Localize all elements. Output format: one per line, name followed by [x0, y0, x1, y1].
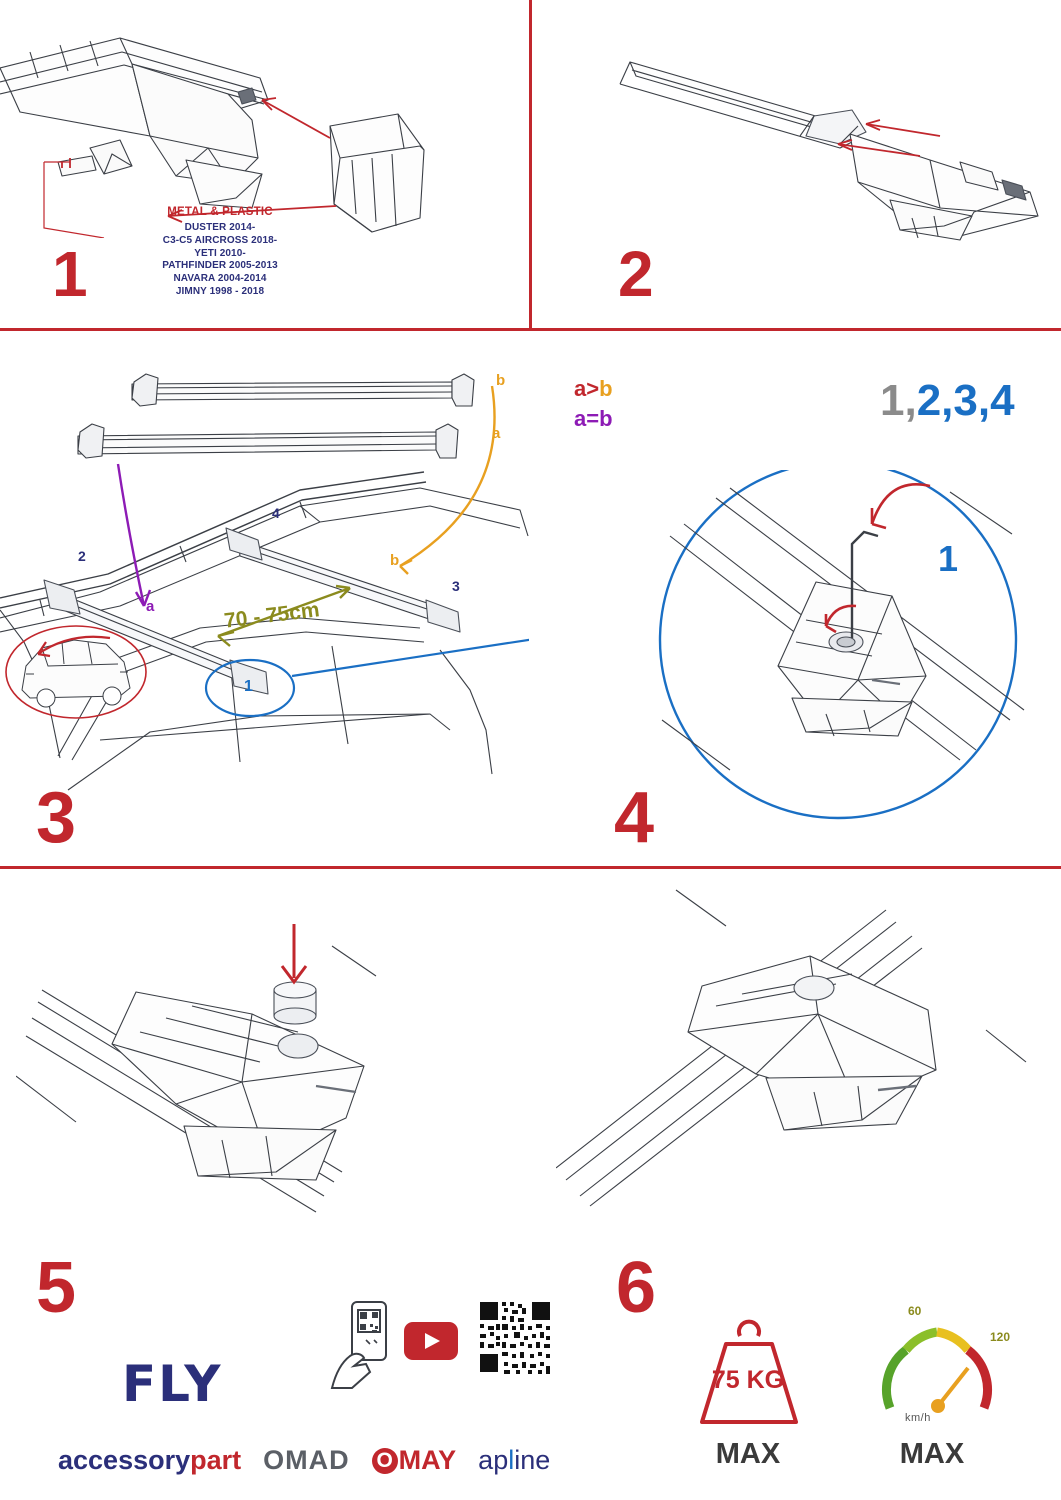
max-load-value: 75 KG: [711, 1366, 785, 1394]
gauge-unit: km/h: [905, 1412, 931, 1424]
panel4-drawing: [620, 470, 1050, 830]
gauge-max-tick: 120: [990, 1330, 1011, 1344]
brand-apline: [478, 1445, 550, 1476]
brand-omay: [372, 1445, 457, 1476]
compare-line-2: [574, 404, 613, 434]
brand-accessorypart: [58, 1445, 241, 1476]
max-load-caption: MAX: [715, 1438, 781, 1470]
panel4-callout-number: 1: [938, 538, 959, 579]
panel3-distance-label: 70 - 75cm: [222, 598, 321, 633]
panel6-drawing: [556, 880, 1046, 1210]
brand-apline-l: l: [508, 1444, 515, 1475]
panel5-drawing: [16, 886, 516, 1216]
step-number-6: 6: [616, 1248, 657, 1328]
mount-number-2: 2: [78, 548, 86, 564]
panel4-sequence-label: [880, 376, 1015, 426]
mount-number-3: 3: [452, 578, 460, 594]
youtube-icon[interactable]: [404, 1322, 458, 1360]
vehicle-item: C3-C5 AIRCROSS 2018-: [162, 234, 278, 246]
bar-label-b-top: b: [496, 372, 506, 389]
panel1-vehicle-list: [100, 222, 340, 299]
panel2-drawing: [600, 40, 1050, 250]
brand-omad: OMAD: [263, 1444, 350, 1475]
compare-operator-eq: =: [586, 405, 600, 431]
step-number-5: 5: [36, 1248, 77, 1328]
step-number-4: 4: [614, 778, 655, 858]
compare-operator-gt: >: [586, 376, 600, 401]
brand-omay-o: O: [372, 1448, 398, 1474]
max-speed-caption: MAX: [899, 1438, 965, 1470]
divider-col-top: [529, 0, 532, 328]
panel3-compare-block: [574, 374, 613, 433]
step-number-2: 2: [618, 238, 654, 310]
phone-scan-qr-icon: [330, 1300, 394, 1392]
panel5-brand-row: [58, 1440, 578, 1480]
compare-a2: a: [574, 405, 587, 431]
gauge-min-tick: 60: [908, 1304, 922, 1318]
brand-omay-rest: MAY: [398, 1444, 457, 1475]
vehicle-item: YETI 2010-: [194, 247, 246, 259]
max-speed-gauge-icon: [872, 1310, 1002, 1430]
mount-number-4: 4: [272, 505, 280, 521]
panel5-title: FLY: [122, 1355, 223, 1413]
divider-row-1: [0, 328, 1061, 331]
compare-b2: b: [599, 405, 613, 431]
brand-apline-ine: ine: [514, 1444, 551, 1475]
sequence-rest: 2,3,4: [916, 376, 1015, 425]
vehicle-item: NAVARA 2004-2014: [173, 273, 267, 285]
bar-label-a-top: a: [492, 425, 501, 442]
step-number-1: 1: [52, 238, 88, 310]
roof-label-a: a: [146, 598, 155, 615]
roof-label-b: b: [390, 552, 400, 569]
compare-b: b: [599, 376, 613, 401]
compare-line-1: [574, 374, 613, 404]
panel1-material-label: METAL & PLASTIC: [167, 206, 273, 218]
panel1-drawing: [0, 8, 520, 238]
mount-number-1: 1: [244, 678, 253, 695]
compare-a: a: [574, 376, 587, 401]
brand-part-text: part: [190, 1444, 242, 1475]
brand-apline-ap: ap: [478, 1444, 509, 1475]
qr-code-icon: [478, 1300, 552, 1374]
sequence-first: 1,: [880, 376, 917, 425]
vehicle-item: DUSTER 2014-: [184, 222, 256, 233]
vehicle-item: PATHFINDER 2005-2013: [162, 260, 278, 272]
vehicle-item: JIMNY 1998 - 2018: [175, 285, 265, 297]
step-number-3: 3: [36, 778, 77, 858]
divider-row-2: [0, 866, 1061, 869]
brand-accessory-text: accessory: [58, 1444, 191, 1475]
